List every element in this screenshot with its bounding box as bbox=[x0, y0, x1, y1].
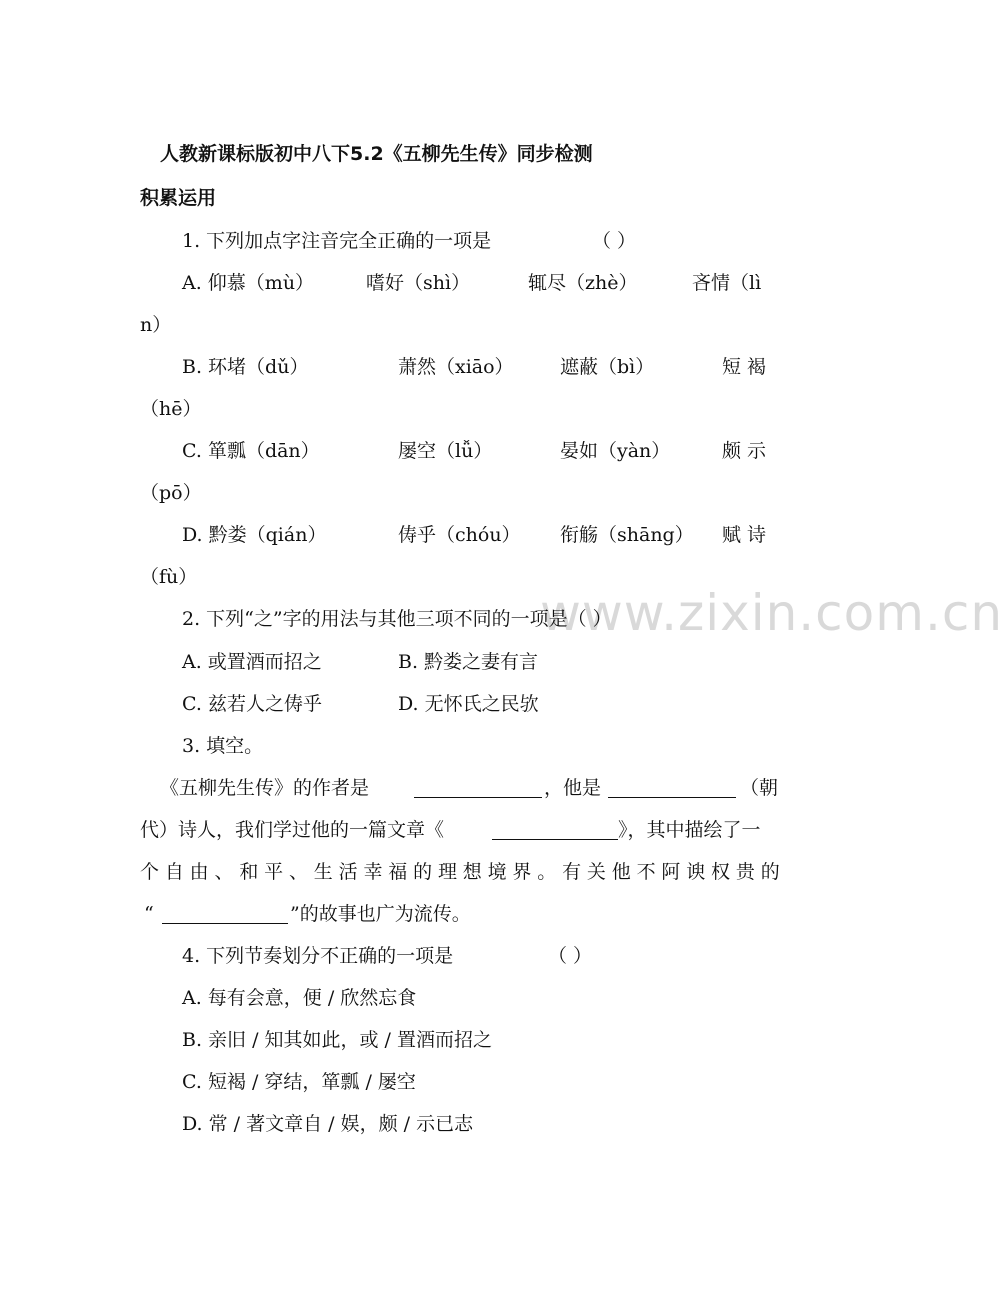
q3-line3 bbox=[140, 860, 780, 884]
q4-option-c: C. 短褐 / 穿结，箪瓢 / 屡空 bbox=[182, 1071, 416, 1093]
q1-option-c-item2: 屡空（lǚ） bbox=[398, 440, 493, 462]
q3-line3-char: 、 bbox=[214, 861, 234, 883]
q3-line4-open-quote: “ bbox=[144, 903, 154, 925]
q2-option-a: A. 或置酒而招之 bbox=[182, 651, 322, 673]
q1-option-b-item3: 遮蔽（bì） bbox=[560, 356, 655, 378]
q3-line3-char: 个 bbox=[140, 861, 160, 883]
q4-option-b: B. 亲旧 / 知其如此，或 / 置酒而招之 bbox=[182, 1029, 493, 1051]
q3-line3-char: 理 bbox=[437, 861, 457, 883]
document-title: 人教新课标版初中八下5.2《五柳先生传》同步检测 bbox=[160, 143, 593, 165]
q3-line4-end: ”的故事也广为流传。 bbox=[290, 903, 471, 925]
q3-line3-char: 平 bbox=[264, 861, 284, 883]
q3-blank-dynasty[interactable] bbox=[608, 779, 736, 798]
q1-option-a-item3: 辄尽（zhè） bbox=[528, 272, 638, 294]
q1-option-a: A. 仰慕（mù） bbox=[182, 272, 315, 294]
q1-option-d: D. 黔娄（qián） bbox=[182, 524, 327, 546]
q1-option-b-item2: 萧然（xiāo） bbox=[398, 356, 514, 378]
q3-line1-start: 《五柳先生传》的作者是 bbox=[160, 777, 370, 799]
q3-line3-char: 想 bbox=[462, 861, 482, 883]
q3-blank-author[interactable] bbox=[414, 779, 542, 798]
q1-option-a-wrap: n） bbox=[140, 314, 172, 336]
q3-line3-char: 境 bbox=[487, 861, 507, 883]
q3-line3-char: 界 bbox=[512, 861, 532, 883]
q3-line3-char: 和 bbox=[239, 861, 259, 883]
question-4-stem: 4. 下列节奏划分不正确的一项是 bbox=[182, 945, 454, 967]
q3-line2-end: 》，其中描绘了一 bbox=[618, 819, 761, 841]
q1-option-d-wrap: （fù） bbox=[140, 566, 198, 588]
q3-line3-char: 他 bbox=[611, 861, 631, 883]
q1-option-b-wrap: （hē） bbox=[140, 398, 202, 420]
q1-option-a-item4: 吝情（lì bbox=[692, 272, 762, 294]
question-3-stem: 3. 填空。 bbox=[182, 735, 264, 757]
q3-line3-char: 由 bbox=[189, 861, 209, 883]
q3-line3-char: 活 bbox=[338, 861, 358, 883]
question-1-answer-paren: （ ） bbox=[592, 230, 637, 252]
q3-line3-char: 不 bbox=[636, 861, 656, 883]
q1-option-d-item2: 俦乎（chóu） bbox=[398, 524, 521, 546]
q3-line3-char: 的 bbox=[760, 861, 780, 883]
q1-option-a-item2: 嗜好（shì） bbox=[366, 272, 471, 294]
q3-line3-char: 幸 bbox=[363, 861, 383, 883]
q1-option-b: B. 环堵（dǔ） bbox=[182, 356, 309, 378]
section-heading: 积累运用 bbox=[140, 187, 217, 209]
q1-option-c-item3: 晏如（yàn） bbox=[560, 440, 671, 462]
q3-line3-char: 。 bbox=[537, 861, 557, 883]
q3-line3-char: 自 bbox=[164, 861, 184, 883]
q1-option-d-item3: 衔觞（shāng） bbox=[560, 524, 694, 546]
question-4-answer-paren: （ ） bbox=[548, 945, 593, 967]
q3-line3-char: 关 bbox=[586, 861, 606, 883]
q3-line3-char: 福 bbox=[388, 861, 408, 883]
q3-line1-mid: ，他是 bbox=[544, 777, 602, 799]
q3-line3-char: 的 bbox=[413, 861, 433, 883]
q3-line3-char: 阿 bbox=[661, 861, 681, 883]
q3-line3-char: 生 bbox=[313, 861, 333, 883]
q4-option-a: A. 每有会意，便 / 欣然忘食 bbox=[182, 987, 417, 1009]
q4-option-d: D. 常 / 著文章自 / 娱，颇 / 示已志 bbox=[182, 1113, 474, 1135]
q1-option-c-wrap: （pō） bbox=[140, 482, 202, 504]
q1-option-c-item4: 颇 示 bbox=[722, 440, 767, 462]
q1-option-c: C. 箪瓢（dān） bbox=[182, 440, 320, 462]
q3-line2-start: 代）诗人，我们学过他的一篇文章《 bbox=[140, 819, 445, 841]
q1-option-b-item4: 短 褐 bbox=[722, 356, 767, 378]
q3-line3-char: 有 bbox=[562, 861, 582, 883]
q3-line3-char: 权 bbox=[711, 861, 731, 883]
q1-option-d-item4: 赋 诗 bbox=[722, 524, 767, 546]
q2-option-c: C. 兹若人之俦乎 bbox=[182, 693, 322, 715]
q3-line1-end: （朝 bbox=[740, 777, 779, 799]
q3-line3-char: 贵 bbox=[735, 861, 755, 883]
q2-option-b: B. 黔娄之妻有言 bbox=[398, 651, 539, 673]
watermark: www.zixin.com.cn bbox=[540, 584, 1003, 642]
q3-line3-char: 、 bbox=[288, 861, 308, 883]
q2-option-d: D. 无怀氏之民欤 bbox=[398, 693, 539, 715]
q3-blank-article[interactable] bbox=[492, 821, 618, 840]
q3-blank-story[interactable] bbox=[162, 905, 288, 924]
question-2-stem: 2. 下列“之”字的用法与其他三项不同的一项是（ ） bbox=[182, 608, 612, 630]
q3-line3-char: 谀 bbox=[686, 861, 706, 883]
question-1-stem: 1. 下列加点字注音完全正确的一项是 bbox=[182, 230, 492, 252]
